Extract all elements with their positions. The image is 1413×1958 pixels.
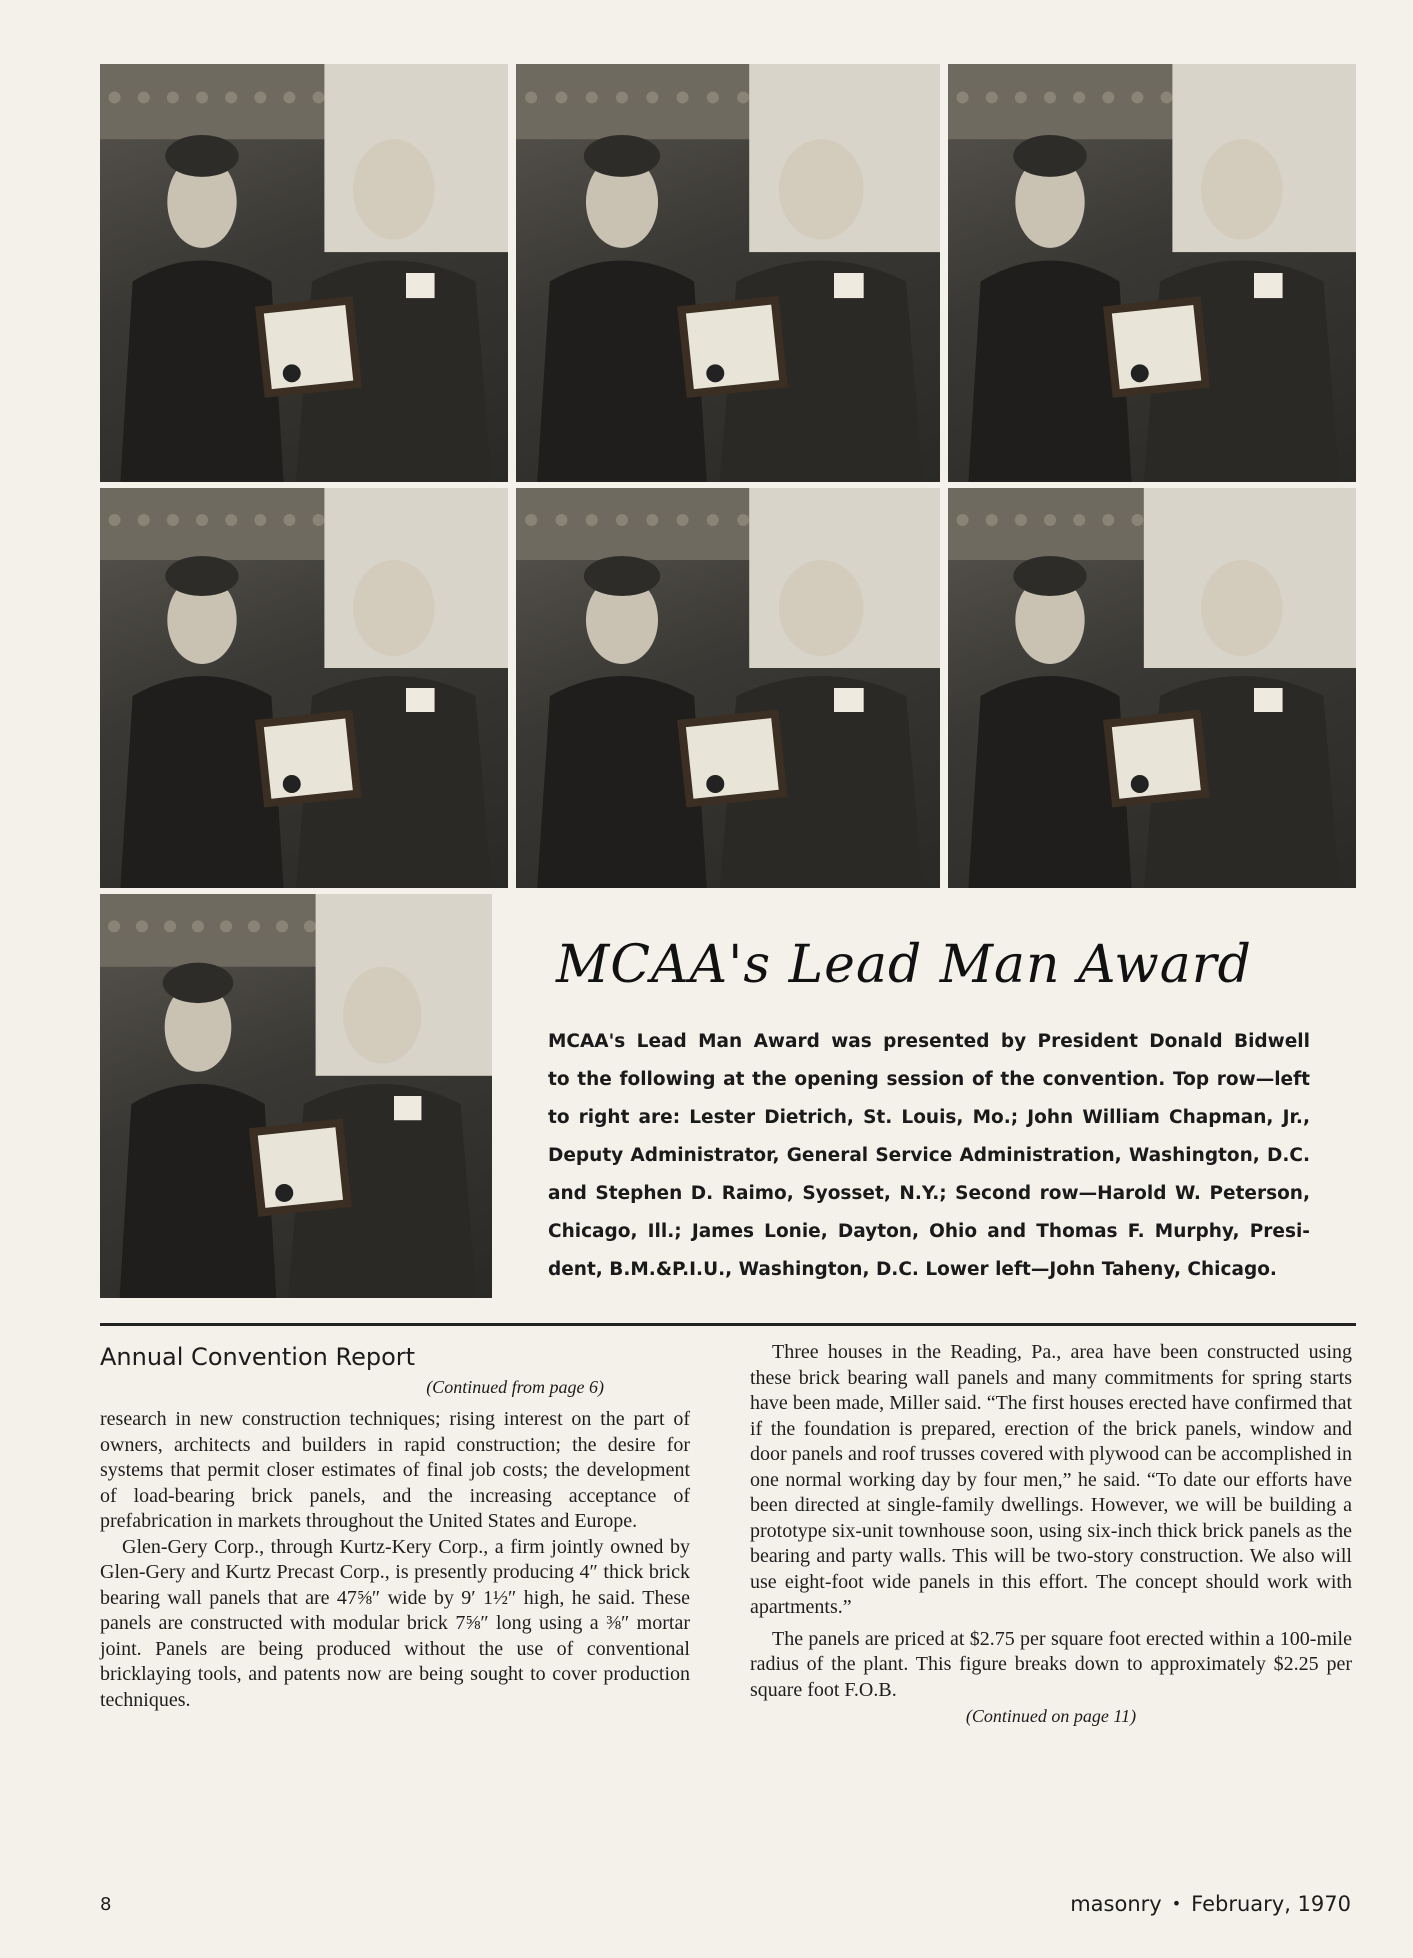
- person-left-hair: [165, 556, 238, 596]
- caption-line: dent, B.M.&P.I.U., Washington, D.C. Lower left—John Taheny, Chicago.: [548, 1259, 1277, 1280]
- award-photo-second-right: [948, 488, 1356, 888]
- person-left-hair: [1013, 556, 1086, 596]
- continued-from-note: (Continued from page 6): [426, 1377, 604, 1397]
- publication-footer: [1070, 1892, 1351, 1916]
- plaque-certificate: [264, 719, 353, 799]
- name-badge: [1254, 688, 1283, 712]
- issue-date: February, 1970: [1191, 1892, 1351, 1916]
- award-caption: [548, 1023, 1310, 1289]
- article-paragraph: Glen-Gery Corp., through Kurtz-Kery Corp., a firm jointly owned by Glen-Gery and Kurtz Precast Corp., is presently producing 4″ thick brick bearing wall panels that are 47⅝″ wide by 9′ 1½″ high, he said. These panels are constructed with modular brick 7⅝″ long using a ⅜″ mortar joint. Panels are being produced without the use of conventional bricklaying tools, and patents now are being sought to cover production techniques.: [100, 1535, 690, 1711]
- caption-line: Chicago, Ill.; James Lonie, Dayton, Ohio and Thomas F. Murphy, Presi-: [548, 1221, 1310, 1242]
- article-column-right: [750, 1340, 1352, 1730]
- publication-name: masonry: [1070, 1892, 1162, 1916]
- person-right-head: [779, 560, 864, 656]
- article-paragraph: The panels are priced at $2.75 per square foot erected within a 100-mile radius of the plant. This figure breaks down to approximately $2.25 per square foot F.O.B.: [750, 1627, 1352, 1701]
- person-left-suit: [537, 676, 707, 888]
- person-right-head: [343, 967, 421, 1064]
- person-left-suit: [120, 676, 283, 888]
- name-badge: [406, 688, 435, 712]
- name-badge: [406, 273, 435, 298]
- caption-line: and Stephen D. Raimo, Syosset, N.Y.; Second row—Harold W. Peterson,: [548, 1183, 1310, 1204]
- section-divider: [100, 1323, 1356, 1326]
- plaque-certificate: [686, 718, 779, 799]
- caption-line: to the following at the opening session of the convention. Top row—left: [548, 1069, 1310, 1090]
- person-right-head: [353, 560, 435, 656]
- article-paragraph: research in new construction techniques; rising interest on the part of owners, architects and builders in rapid construction; the desire for systems that permit closer estimates of final job costs; the development of load-bearing brick panels, and the increasing acceptance of prefabrication in markets throughout the United States and Europe.: [100, 1408, 690, 1532]
- page-number: 8: [100, 1894, 112, 1915]
- award-photo-second-left: [100, 488, 508, 888]
- plaque-certificate: [1112, 305, 1201, 389]
- person-right-head: [1201, 560, 1283, 656]
- plaque-seal: [283, 775, 301, 793]
- name-badge: [834, 688, 864, 712]
- award-photo-top-center: [516, 64, 940, 482]
- person-left-hair: [165, 135, 238, 177]
- plaque-seal: [706, 364, 724, 382]
- person-left-suit: [120, 1084, 277, 1298]
- person-left-hair: [584, 135, 660, 177]
- person-right-head: [779, 139, 864, 239]
- person-left-suit: [120, 260, 283, 482]
- award-photo-top-left: [100, 64, 508, 482]
- plaque-certificate: [1112, 719, 1201, 799]
- person-right-head: [1201, 139, 1283, 239]
- article-heading: Annual Convention Report: [100, 1343, 416, 1371]
- name-badge: [834, 273, 864, 298]
- person-right-head: [353, 139, 435, 239]
- plaque-seal: [283, 364, 301, 382]
- article-paragraph: Three houses in the Reading, Pa., area have been constructed using these brick bearing wall panels and many commitments for spring starts have been made, Miller said. “The first houses erected have confirmed that if the foundation is prepared, erection of the brick panels, window and door panels and roof trusses covered with plywood can be accomplished in one normal working day by four men,” he said. “To date our efforts have been directed at single-family dwellings. However, we will be building a prototype six-unit townhouse soon, using six-inch thick brick panels as the bearing and party walls. This will be two-story construction. We also will use eight-foot wide panels in this effort. The concept should work with apartments.”: [750, 1341, 1352, 1618]
- continued-on-note: (Continued on page 11): [965, 1706, 1137, 1726]
- award-photo-top-right: [948, 64, 1356, 482]
- person-left-hair: [163, 963, 234, 1003]
- caption-line: Deputy Administrator, General Service Administration, Washington, D.C.: [548, 1145, 1310, 1166]
- plaque-certificate: [258, 1127, 343, 1208]
- plaque-certificate: [264, 305, 353, 389]
- award-photo-second-center: [516, 488, 940, 888]
- bullet-separator: •: [1171, 1894, 1182, 1913]
- plaque-seal: [706, 775, 724, 793]
- person-left-hair: [1013, 135, 1086, 177]
- name-badge: [394, 1096, 421, 1120]
- person-left-suit: [968, 260, 1131, 482]
- article-column-left: [100, 1407, 690, 1713]
- award-photo-lower-left: [100, 894, 492, 1298]
- person-left-suit: [968, 676, 1131, 888]
- person-left-hair: [584, 556, 660, 596]
- caption-line: MCAA's Lead Man Award was presented by President Donald Bidwell: [548, 1031, 1310, 1052]
- plaque-seal: [1131, 364, 1149, 382]
- person-left-suit: [537, 260, 707, 482]
- award-title: MCAA's Lead Man Award: [556, 935, 1252, 995]
- plaque-seal: [275, 1184, 293, 1202]
- plaque-seal: [1131, 775, 1149, 793]
- caption-line: to right are: Lester Dietrich, St. Louis, Mo.; John William Chapman, Jr.,: [548, 1107, 1310, 1128]
- name-badge: [1254, 273, 1283, 298]
- plaque-certificate: [686, 305, 779, 390]
